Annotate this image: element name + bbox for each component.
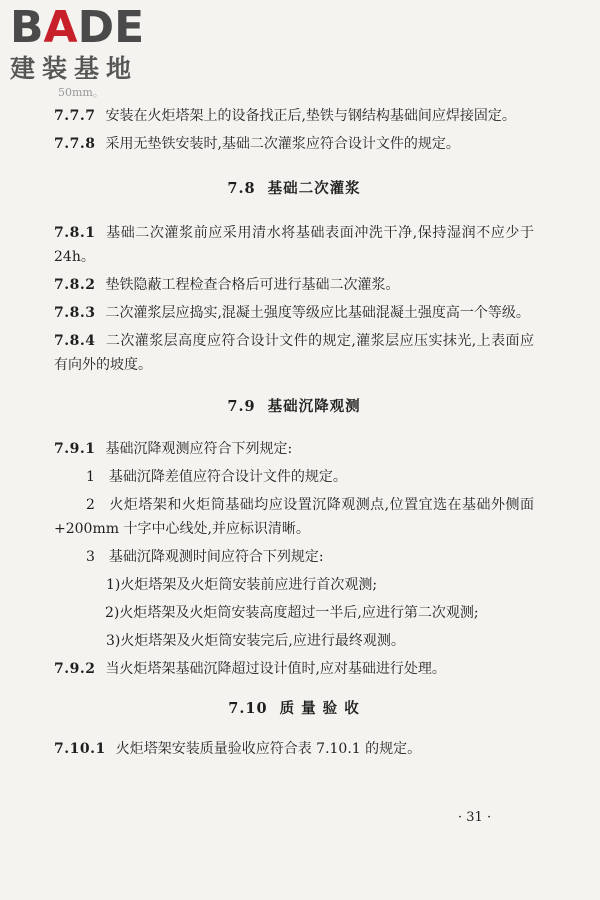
clause-7-8-3: 7.8.3 二次灌浆层应捣实,混凝土强度等级应比基础混凝土强度高一个等级。 [54,305,530,321]
list-item-3: 3 基础沉降观测时间应符合下列规定: [86,549,324,565]
list-item-2: 2 火炬塔架和火炬筒基础均应设置沉降观测点,位置宜选在基础外侧面+200mm 十字中心线处,并应标识清晰。 [54,497,534,537]
list-item-1: 1 基础沉降差值应符合设计文件的规定。 [86,469,347,485]
clause-7-8-4: 7.8.4 二次灌浆层高度应符合设计文件的规定,灌浆层应压实抹光,上表面应有向外的坡度。 [54,333,534,373]
clause-7-8-1: 7.8.1 基础二次灌浆前应采用清水将基础表面冲洗干净,保持湿润不应少于 24h。 [54,225,534,265]
logo-tagline: 建装基地 [10,54,139,83]
document-body [54,104,534,765]
section-heading-7-10: 7.10 质 量 验 收 [228,700,360,717]
cutoff-text: 50mm。 [58,86,104,99]
clause-7-7-7: 7.7.7 安装在火炬塔架上的设备找正后,垫铁与钢结构基础间应焊接固定。 [54,108,516,124]
clause-7-10-1: 7.10.1 火炬塔架安装质量验收应符合表 7.10.1 的规定。 [54,741,422,757]
logo-wordmark: BADE [10,2,145,53]
clause-7-7-8: 7.7.8 采用无垫铁安装时,基础二次灌浆应符合设计文件的规定。 [54,136,460,152]
clause-7-9-1: 7.9.1 基础沉降观测应符合下列规定: [54,441,293,457]
page-number: · 31 · [458,810,492,825]
sub-item-2: 2)火炬塔架及火炬筒安装高度超过一半后,应进行第二次观测; [105,605,479,621]
section-heading-7-8: 7.8 基础二次灌浆 [227,180,361,197]
sub-item-3: 3)火炬塔架及火炬筒安装完后,应进行最终观测。 [106,633,405,649]
clause-7-9-2: 7.9.2 当火炬塔架基础沉降超过设计值时,应对基础进行处理。 [54,661,446,677]
clause-7-8-2: 7.8.2 垫铁隐蔽工程检查合格后可进行基础二次灌浆。 [54,277,400,293]
sub-item-1: 1)火炬塔架及火炬筒安装前应进行首次观测; [106,577,378,593]
brand-logo [10,4,180,84]
section-heading-7-9: 7.9 基础沉降观测 [227,398,361,415]
